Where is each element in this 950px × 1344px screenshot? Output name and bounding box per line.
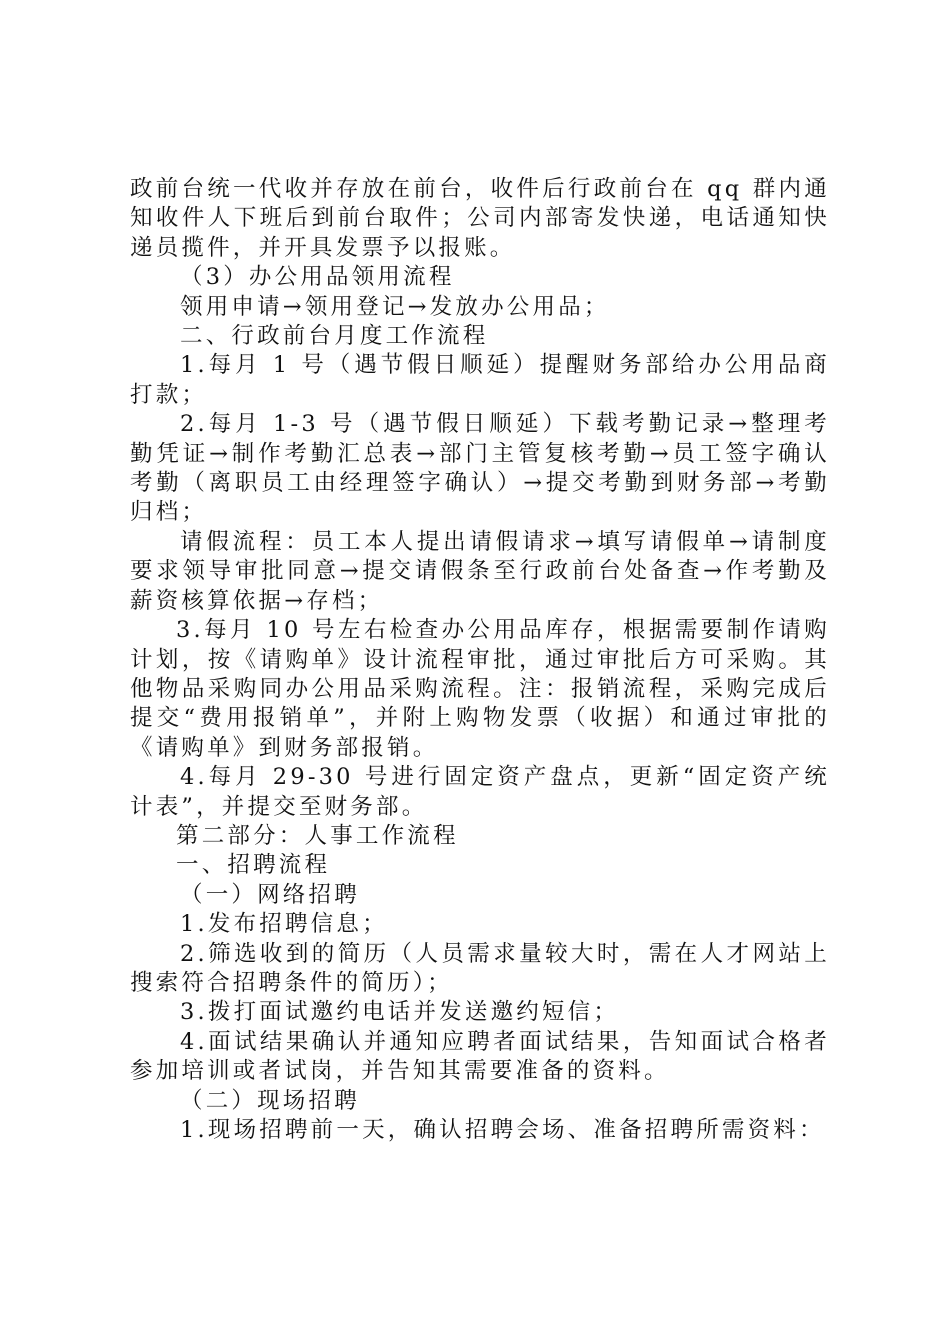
part-heading-hr-workflow: 第二部分：人事工作流程 (176, 822, 459, 849)
list-item-monthly-2: 2.每月 1-3 号（遇节假日顺延）下载考勤记录→整理考勤凭证→制作考勤汇总表→部门主管复核考勤→员工签字确认考勤（离职员工由经理签字确认）→提交考勤到财务部→考勤归档； (130, 411, 830, 526)
subsection-heading-online-recruitment: （一）网络招聘 (180, 881, 360, 908)
list-item-online-3: 3.拨打面试邀约电话并发送邀约短信； (180, 999, 620, 1026)
list-item-monthly-4: 4.每月 29-30 号进行固定资产盘点，更新“固定资产统计表”，并提交至财务部。 (130, 764, 830, 820)
list-item-monthly-1: 1.每月 1 号（遇节假日顺延）提醒财务部给办公用品商打款； (130, 352, 830, 408)
list-item-online-2: 2.筛选收到的简历（人员需求量较大时，需在人才网站上搜索符合招聘条件的简历）； (130, 940, 830, 996)
list-item-monthly-3: 3.每月 10 号左右检查办公用品库存，根据需要制作请购计划，按《请购单》设计流程审批，通过审批后方可采购。其他物品采购同办公用品采购流程。注：报销流程，采购完成后提交“费用报销单”，并附上购物发票（收据）和通过审批的《请购单》到财务部报销。 (130, 617, 830, 761)
section-heading-recruitment: 一、招聘流程 (176, 852, 331, 879)
list-item-online-4: 4.面试结果确认并通知应聘者面试结果，告知面试合格者参加培训或者试岗，并告知其需要准备的资料。 (130, 1028, 830, 1085)
subsection-heading-onsite-recruitment: （二）现场招聘 (180, 1087, 360, 1114)
paragraph-leave-process: 请假流程：员工本人提出请假请求→填写请假单→请制度要求领导审批同意→提交请假条至行政前台处备查→作考勤及薪资核算依据→存档； (130, 528, 830, 614)
list-item-onsite-1: 1.现场招聘前一天，确认招聘会场、准备招聘所需资料： (180, 1117, 825, 1143)
section-heading-monthly-workflow: 二、行政前台月度工作流程 (180, 323, 489, 350)
document-body (130, 175, 830, 1145)
paragraph-office-supplies-flow: 领用申请→领用登记→发放办公用品； (180, 293, 610, 320)
subsection-heading-office-supplies: （3）办公用品领用流程 (180, 264, 455, 291)
paragraph-continuation: 政前台统一代收并存放在前台，收件后行政前台在 qq 群内通知收件人下班后到前台取件；公司内部寄发快递，电话通知快递员揽件，并开具发票予以报账。 (130, 176, 830, 261)
list-item-online-1: 1.发布招聘信息； (180, 911, 388, 938)
